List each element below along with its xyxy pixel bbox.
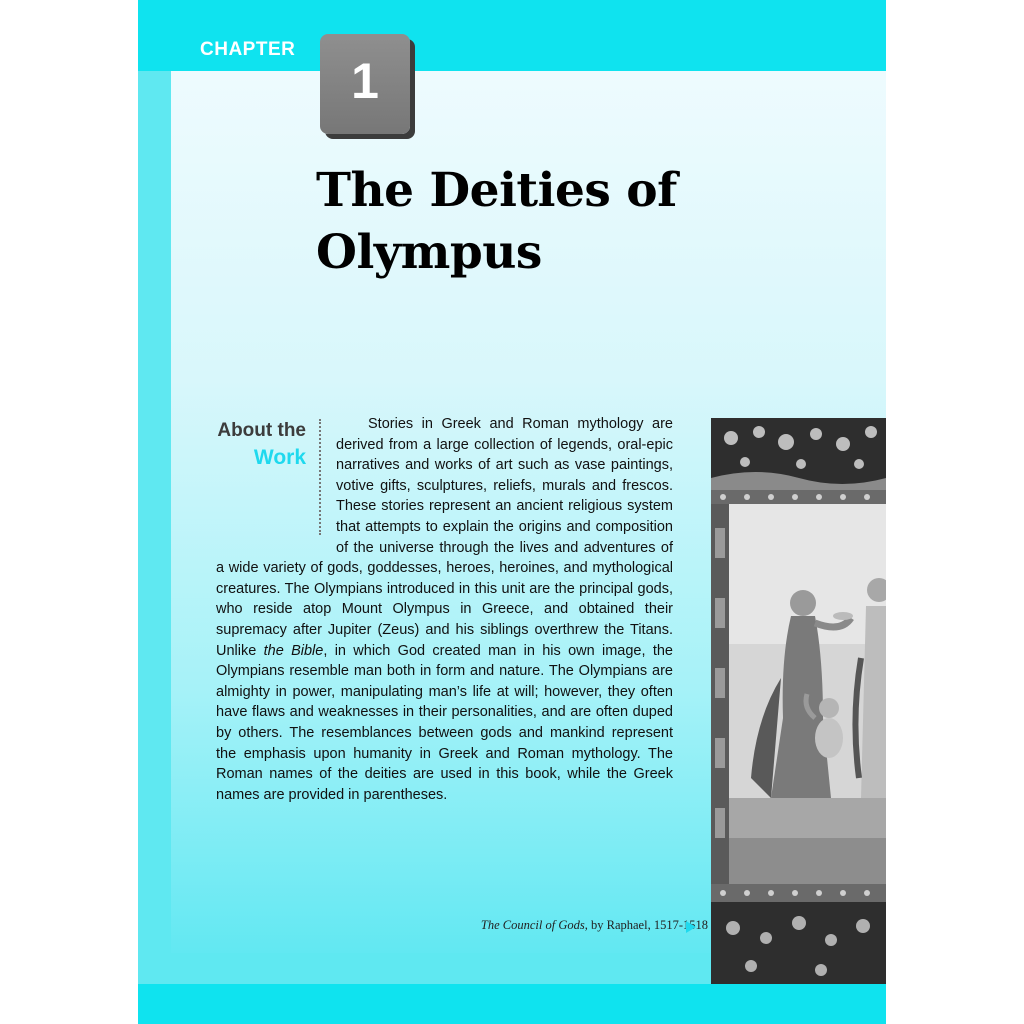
fresco-image (711, 418, 886, 984)
body-paragraph (216, 414, 673, 805)
body-text-italic: the Bible (263, 642, 324, 659)
caption-arrow-icon (686, 921, 696, 933)
body-text-part-2: , in which God created man in his own image, the Olympians resemble man both in form and nature. The Olympians are almighty in power, manipulating man’s life at will; however, they often have flaws and weaknesses in their personalities, and are often duped by others. The resemblances between gods and mankind represent the emphasis upon humanity in Greek and Roman mythology. The Roman names of the deities are used in this book, while the Greek names are provided in parentheses. (216, 642, 673, 803)
chapter-number-box (320, 34, 410, 134)
chapter-title: The Deities of Olympus (316, 163, 677, 280)
book-page (138, 0, 886, 1024)
chapter-label: CHAPTER (200, 39, 296, 60)
caption-credit: , by Raphael, 1517-1518 (584, 918, 708, 932)
sidebar-heading-line-1: About the (217, 420, 306, 441)
caption-title: The Council of Gods (480, 918, 585, 932)
chapter-number: 1 (351, 53, 379, 109)
body-text-part-1: Stories in Greek and Roman mythology are derived from a large collection of legends, oral-epic narratives and works of art such as vase paintings, votive gifts, sculptures, reliefs, murals and frescos. These stories represent an ancient religious system that attempts to explain the origins and composition of the universe through the lives and adventures of a wide variety of gods, goddesses, heroes, heroines, and mythological creatures. The Olympians introduced in this unit are the principal gods, who reside atop Mount Olympus in Greece, and obtained their supremacy after Jupiter (Zeus) and his siblings overthrew the Titans. Unlike (216, 416, 673, 659)
image-caption (368, 918, 708, 933)
sidebar-heading-line-2: Work (253, 446, 306, 469)
bottom-color-band (138, 984, 886, 1024)
